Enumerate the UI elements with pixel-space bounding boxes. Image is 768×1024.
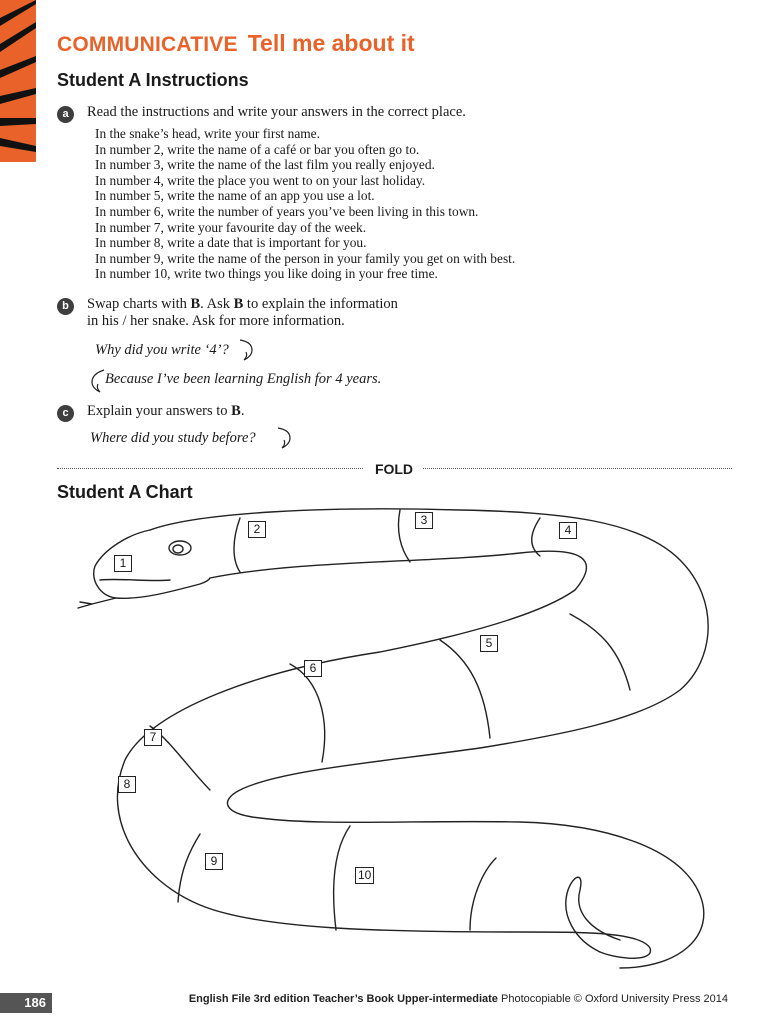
snake-head bbox=[94, 530, 210, 598]
speech-question: Where did you study before? bbox=[90, 430, 256, 446]
section-label: COMMUNICATIVE bbox=[57, 33, 238, 56]
step-b-text-part: to explain the information bbox=[243, 296, 398, 312]
step-c-text-part: Explain your answers to bbox=[87, 403, 232, 419]
sunburst-corner-decoration bbox=[0, 0, 36, 162]
segment-divider bbox=[178, 834, 200, 902]
instructions-heading: Student A Instructions bbox=[57, 70, 249, 90]
snake-tongue bbox=[78, 598, 116, 608]
segment-number-label: 3 bbox=[415, 512, 433, 529]
partner-name: B bbox=[233, 296, 244, 312]
segment-number-label: 1 bbox=[114, 555, 132, 572]
instruction-item: In number 7, write your favourite day of the week. bbox=[95, 219, 367, 235]
snake-tail bbox=[566, 877, 620, 952]
book-title: English File 3rd edition Teacher’s Book Upper-intermediate bbox=[188, 993, 498, 1005]
partner-name: B bbox=[231, 403, 241, 419]
segment-number-label: 5 bbox=[480, 635, 498, 652]
fold-dotted-line bbox=[423, 468, 732, 469]
segment-divider bbox=[532, 518, 540, 556]
snake-outline-top bbox=[150, 509, 708, 968]
instruction-item: In number 10, write two things you like doing in your free time. bbox=[95, 266, 438, 282]
segment-number-label: 2 bbox=[248, 521, 266, 538]
segment-divider bbox=[570, 614, 630, 690]
page-number: 186 bbox=[0, 993, 52, 1013]
segment-number-label: 4 bbox=[559, 522, 577, 539]
instruction-item: In number 9, write the name of the person in your family you get on with best. bbox=[95, 250, 516, 266]
snake-outline-bottom bbox=[117, 551, 650, 958]
step-b-text-part: . Ask bbox=[200, 296, 234, 312]
segment-number-label: 8 bbox=[118, 776, 136, 793]
segment-divider bbox=[398, 510, 410, 562]
speech-answer: Because I’ve been learning English for 4 years. bbox=[105, 371, 382, 387]
instruction-item: In number 2, write the name of a café or bar you often go to. bbox=[95, 141, 420, 157]
instruction-list bbox=[95, 126, 515, 282]
instruction-item: In number 5, write the name of an app you use a lot. bbox=[95, 188, 375, 204]
step-c-text-part: . bbox=[240, 403, 245, 419]
speech-question: Why did you write ‘4’? bbox=[95, 342, 229, 358]
activity-title: Tell me about it bbox=[247, 30, 415, 56]
speech-bubble-tail-icon bbox=[238, 338, 258, 364]
segment-divider bbox=[234, 518, 240, 572]
instruction-item: In number 8, write a date that is important for you. bbox=[95, 235, 367, 251]
segment-number-label: 6 bbox=[304, 660, 322, 677]
segment-divider bbox=[440, 640, 490, 738]
step-c-badge: c bbox=[57, 405, 74, 422]
segment-number-label: 7 bbox=[144, 729, 162, 746]
step-a-text: Read the instructions and write your answers in the correct place. bbox=[87, 104, 466, 120]
segment-divider bbox=[290, 664, 325, 762]
segment-number-label: 10 bbox=[355, 867, 374, 884]
step-b-badge: b bbox=[57, 298, 74, 315]
segment-divider bbox=[470, 858, 496, 930]
step-b-text-part: Swap charts with bbox=[87, 296, 191, 312]
partner-name: B bbox=[190, 296, 201, 312]
fold-label: FOLD bbox=[370, 461, 418, 477]
step-b-text-part: in his / her snake. Ask for more information. bbox=[87, 313, 345, 329]
footer-credit bbox=[189, 993, 728, 1005]
speech-bubble-tail-icon bbox=[276, 426, 296, 452]
segment-number-label: 9 bbox=[205, 853, 223, 870]
instruction-item: In number 6, write the number of years you’ve been living in this town. bbox=[95, 203, 479, 219]
step-a-badge: a bbox=[57, 106, 74, 123]
instruction-item: In the snake’s head, write your first name. bbox=[95, 126, 320, 141]
chart-heading: Student A Chart bbox=[57, 482, 193, 502]
page-title bbox=[57, 24, 415, 56]
instruction-item: In number 4, write the place you went to on your last holiday. bbox=[95, 172, 426, 188]
segment-divider bbox=[334, 826, 350, 930]
step-c-text bbox=[87, 403, 244, 420]
copyright-notice: Photocopiable © Oxford University Press 2014 bbox=[501, 993, 728, 1005]
fold-dotted-line bbox=[57, 468, 363, 469]
step-b-text bbox=[87, 296, 398, 330]
instruction-item: In number 3, write the name of the last film you really enjoyed. bbox=[95, 157, 435, 173]
